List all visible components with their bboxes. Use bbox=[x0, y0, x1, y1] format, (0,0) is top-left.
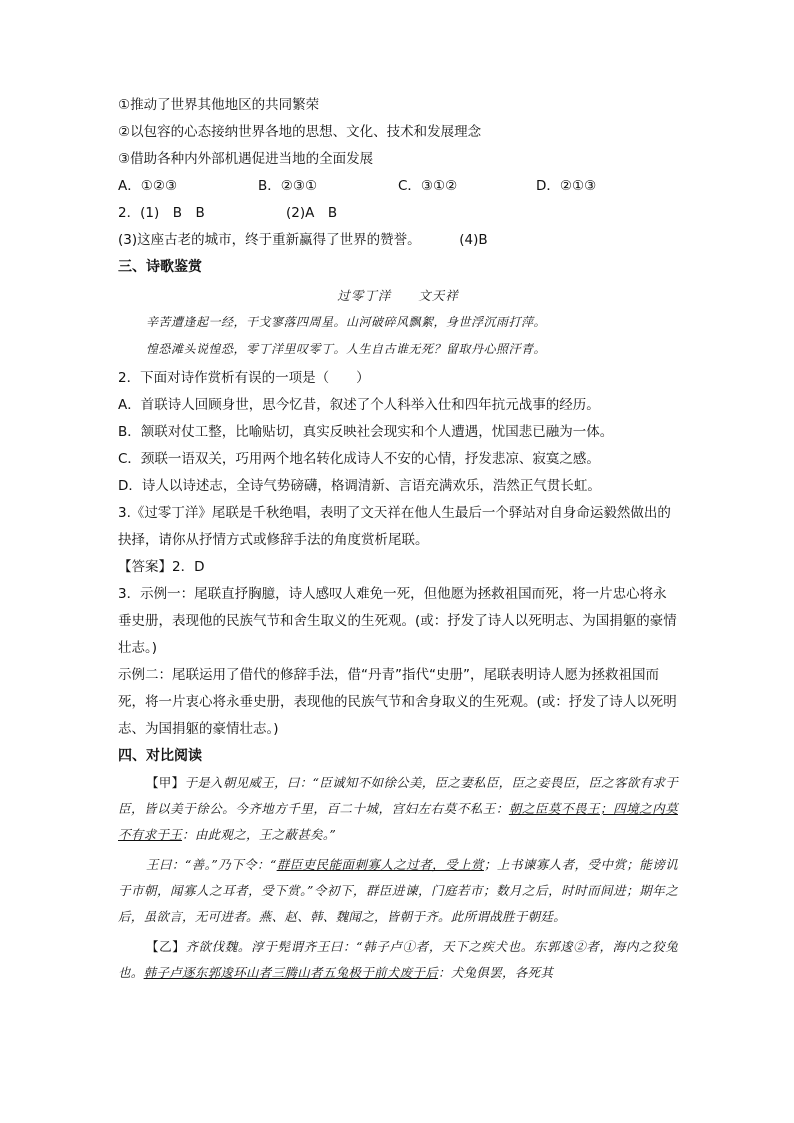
passage-jia-para-1: 【甲】于是入朝见威王，曰：“臣诚知不如徐公美，臣之妻私臣，臣之妾畏臣，臣之客欲有求于臣，皆以美于徐公。今齐地方千里，百二十城，宫妇左右莫不私王：朝之臣莫不畏王；四境之内莫不有求于王：由此观之，王之蔽甚矣。” bbox=[118, 775, 678, 842]
passage-yi-para-1: 【乙】齐欲伐魏。淳于髡谓齐王曰：“韩子卢①者，天下之疾犬也。东郭逡②者，海内之狡兔也。韩子卢逐东郭逡环山者三腾山者五兔极于前犬废于后：犬兔俱罢，各死其 bbox=[118, 939, 678, 980]
answer-2-row-b bbox=[118, 227, 678, 254]
q2-option-c: C．颈联一语双关，巧用两个地名转化成诗人不安的心情，抒发悲凉、寂寞之感。 bbox=[118, 451, 600, 467]
option-c: C．③①② bbox=[398, 178, 458, 194]
answer-example-2: 示例二：尾联运用了借代的修辞手法，借“丹青”指代“史册”，尾联表明诗人愿为拯救祖国而死，将一片衷心将永垂史册，表现他的民族气节和舍身取义的生死观。(或：抒发了诗人以死明志、为国捐躯的豪情壮志。) bbox=[118, 667, 677, 737]
answer-label: 【答案】2．D bbox=[118, 559, 205, 575]
passage-jia-para-2: 王曰：“善。”乃下令：“群臣吏民能面刺寡人之过者，受上赏；上书谏寡人者，受中赏；能谤讥于市朝，闻寡人之耳者，受下赏。”令初下，群臣进谏，门庭若市；数月之后，时时而间进；期年之后，虽欲言，无可进者。燕、赵、韩、魏闻之，皆朝于齐。此所谓战胜于朝廷。 bbox=[118, 857, 678, 924]
answer-2-4: (4)B bbox=[459, 232, 488, 248]
underlined-sentence-3: 韩子卢逐东郭逡环山者三腾山者五兔极于前犬废于后 bbox=[143, 965, 439, 980]
option-b: B．②③① bbox=[258, 178, 318, 194]
answer-example-1: 3．示例一：尾联直抒胸臆，诗人感叹人难免一死，但他愿为拯救祖国而死，将一片忠心将永垂史册，表现他的民族气节和舍生取义的生死观。(或：抒发了诗人以死明志、为国捐躯的豪情壮志。) bbox=[118, 586, 677, 656]
item-2: ②以包容的心态接纳世界各地的思想、文化、技术和发展理念 bbox=[118, 124, 482, 140]
question-3: 3.《过零丁洋》尾联是千秋绝唱，表明了文天祥在他人生最后一个驿站对自身命运毅然做出的抉择，请你从抒情方式或修辞手法的角度赏析尾联。 bbox=[118, 505, 671, 548]
answer-2-3: (3)这座古老的城市，终于重新赢得了世界的赞誉。 bbox=[118, 232, 421, 248]
item-3: ③借助各种内外部机遇促进当地的全面发展 bbox=[118, 151, 374, 167]
question-2: 2．下面对诗作赏析有误的一项是（ ） bbox=[118, 370, 370, 386]
section-4-heading: 四、对比阅读 bbox=[118, 748, 202, 764]
poem-line-2: 惶恐滩头说惶恐，零丁洋里叹零丁。人生自古谁无死？留取丹心照汗青。 bbox=[146, 342, 547, 356]
section-3-heading: 三、诗歌鉴赏 bbox=[118, 259, 202, 275]
underlined-sentence-2: 群臣吏民能面刺寡人之过者，受上赏 bbox=[276, 857, 484, 872]
q2-option-d: D．诗人以诗述志，全诗气势磅礴，格调清新、言语充满欢乐，浩然正气贯长虹。 bbox=[118, 478, 601, 494]
option-a: A．①②③ bbox=[118, 178, 178, 194]
q1-options bbox=[118, 173, 678, 200]
document-page bbox=[118, 92, 678, 986]
poem-line-1: 辛苦遭逢起一经，干戈寥落四周星。山河破碎风飘絮，身世浮沉雨打萍。 bbox=[146, 315, 547, 329]
answer-2-1: 2．(1) B B bbox=[118, 205, 205, 221]
q2-option-b: B．颔联对仗工整，比喻贴切，真实反映社会现实和个人遭遇，忧国悲已融为一体。 bbox=[118, 424, 614, 440]
item-1: ①推动了世界其他地区的共同繁荣 bbox=[118, 97, 320, 113]
answer-2-2: (2)A B bbox=[286, 205, 338, 221]
underlined-sentence-1: 朝之臣莫不畏王；四境之内莫不有求于王 bbox=[118, 801, 678, 842]
poem-title: 过零丁洋 文天祥 bbox=[337, 288, 459, 303]
option-d: D．②①③ bbox=[536, 178, 597, 194]
q2-option-a: A．首联诗人回顾身世，思今忆昔，叙述了个人科举入仕和四年抗元战事的经历。 bbox=[118, 397, 600, 413]
answer-2-row bbox=[118, 200, 678, 227]
passage-yi-label: 【乙】 bbox=[146, 939, 186, 954]
passage-jia-label: 【甲】 bbox=[146, 775, 185, 790]
